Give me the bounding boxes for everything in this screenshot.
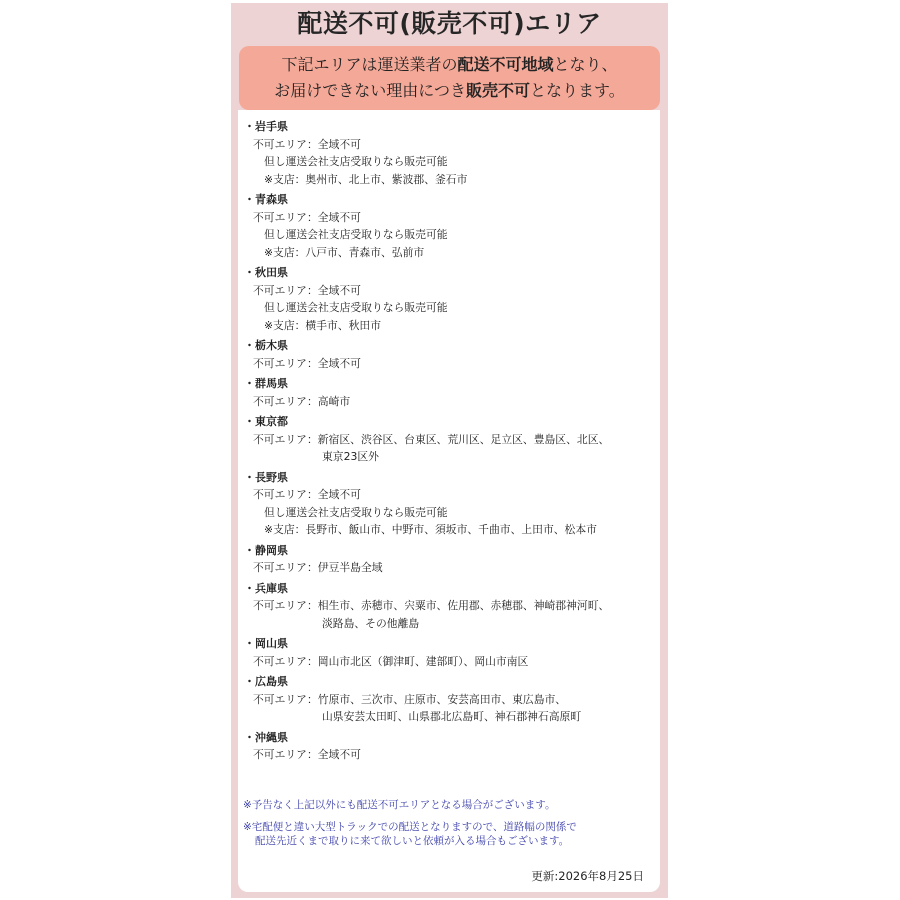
region-detail-line: 不可エリア：全域不可 bbox=[253, 356, 361, 370]
notice-banner bbox=[239, 46, 660, 110]
region-detail-line: ※支店：八戸市、青森市、弘前市 bbox=[264, 245, 425, 259]
region-item bbox=[244, 542, 656, 577]
region-detail-line: ※支店：長野市、飯山市、中野市、須坂市、千曲市、上田市、松本市 bbox=[264, 523, 597, 536]
region-detail-line: 不可エリア：岡山市北区（御津町、建部町）、岡山市南区 bbox=[253, 654, 529, 668]
region-detail-line: 不可エリア：相生市、赤穂市、宍粟市、佐用郡、赤穂郡、神崎郡神河町、 bbox=[253, 599, 610, 612]
region-item bbox=[244, 118, 656, 188]
region-name: ・青森県 bbox=[244, 193, 288, 206]
region-item bbox=[244, 375, 656, 410]
region-detail-line: 淡路島、その他離島 bbox=[322, 616, 420, 630]
region-name: ・長野県 bbox=[244, 470, 288, 484]
region-list bbox=[244, 118, 656, 767]
region-name: ・静岡県 bbox=[244, 543, 288, 557]
region-detail-line: 不可エリア：全域不可 bbox=[253, 748, 361, 761]
region-detail-line: 不可エリア：全域不可 bbox=[253, 137, 361, 151]
notice-line-2: お届けできない理由につき販売不可となります。 bbox=[274, 81, 625, 100]
region-detail-line: 不可エリア：竹原市、三次市、庄原市、安芸高田市、東広島市、 bbox=[253, 692, 567, 706]
region-detail-line: 但し運送会社支店受取りなら販売可能 bbox=[264, 228, 448, 241]
region-detail-line: 不可エリア：高崎市 bbox=[253, 394, 351, 408]
notice-line-1: 下記エリアは運送業者の配送不可地域となり、 bbox=[281, 55, 618, 74]
region-detail-line: 不可エリア：全域不可 bbox=[253, 210, 361, 224]
delivery-restriction-card bbox=[231, 3, 668, 898]
footnotes bbox=[243, 798, 656, 856]
region-name: ・栃木県 bbox=[244, 339, 288, 352]
notice-highlight-no-delivery: 配送不可地域 bbox=[457, 55, 554, 74]
region-item bbox=[244, 635, 656, 670]
region-item bbox=[244, 729, 656, 764]
region-detail-line: 但し運送会社支店受取りなら販売可能 bbox=[264, 301, 448, 314]
region-detail-line: 山県安芸太田町、山県郡北広島町、神石郡神石高原町 bbox=[322, 710, 582, 723]
region-name: ・東京都 bbox=[244, 415, 288, 428]
region-detail-line: ※支店：横手市、秋田市 bbox=[264, 318, 382, 332]
region-detail-line: 不可エリア：全域不可 bbox=[253, 488, 361, 501]
footnote-2 bbox=[243, 820, 656, 848]
region-detail-line: ※支店：奥州市、北上市、紫波郡、釜石市 bbox=[264, 172, 468, 186]
region-item bbox=[244, 469, 656, 539]
notice-highlight-no-sale: 販売不可 bbox=[465, 81, 530, 100]
region-item bbox=[244, 337, 656, 372]
updated-date: 更新:2026年8月25日 bbox=[531, 869, 644, 883]
region-detail-line: 但し運送会社支店受取りなら販売可能 bbox=[264, 505, 448, 519]
region-detail-line: 不可エリア：伊豆半島全域 bbox=[253, 561, 383, 574]
region-item bbox=[244, 191, 656, 261]
region-item bbox=[244, 580, 656, 633]
footnote-2-line-1: ※宅配便と違い大型トラックでの配送となりますので、道路幅の関係で bbox=[243, 821, 577, 833]
region-name: ・秋田県 bbox=[244, 266, 288, 279]
region-item bbox=[244, 413, 656, 466]
content-panel bbox=[238, 110, 660, 892]
region-detail-line: 不可エリア：全域不可 bbox=[253, 283, 361, 297]
region-detail-line: 但し運送会社支店受取りなら販売可能 bbox=[264, 155, 448, 168]
region-detail-line: 不可エリア：新宿区、渋谷区、台東区、荒川区、足立区、豊島区、北区、 bbox=[253, 432, 610, 446]
region-name: ・群馬県 bbox=[244, 377, 288, 390]
region-detail-line: 東京23区外 bbox=[322, 450, 379, 463]
region-name: ・広島県 bbox=[244, 675, 288, 688]
region-name: ・兵庫県 bbox=[244, 581, 288, 595]
footnote-1: ※予告なく上記以外にも配送不可エリアとなる場合がございます。 bbox=[243, 799, 556, 811]
footnote-2-line-2: 配送先近くまで取りに来て欲しいと依頼が入る場合もございます。 bbox=[255, 835, 570, 847]
region-name: ・沖縄県 bbox=[244, 730, 288, 744]
region-item bbox=[244, 673, 656, 726]
region-item bbox=[244, 264, 656, 334]
region-name: ・岩手県 bbox=[244, 120, 288, 133]
region-name: ・岡山県 bbox=[244, 637, 288, 650]
page-title: 配送不可(販売不可)エリア bbox=[297, 9, 602, 38]
